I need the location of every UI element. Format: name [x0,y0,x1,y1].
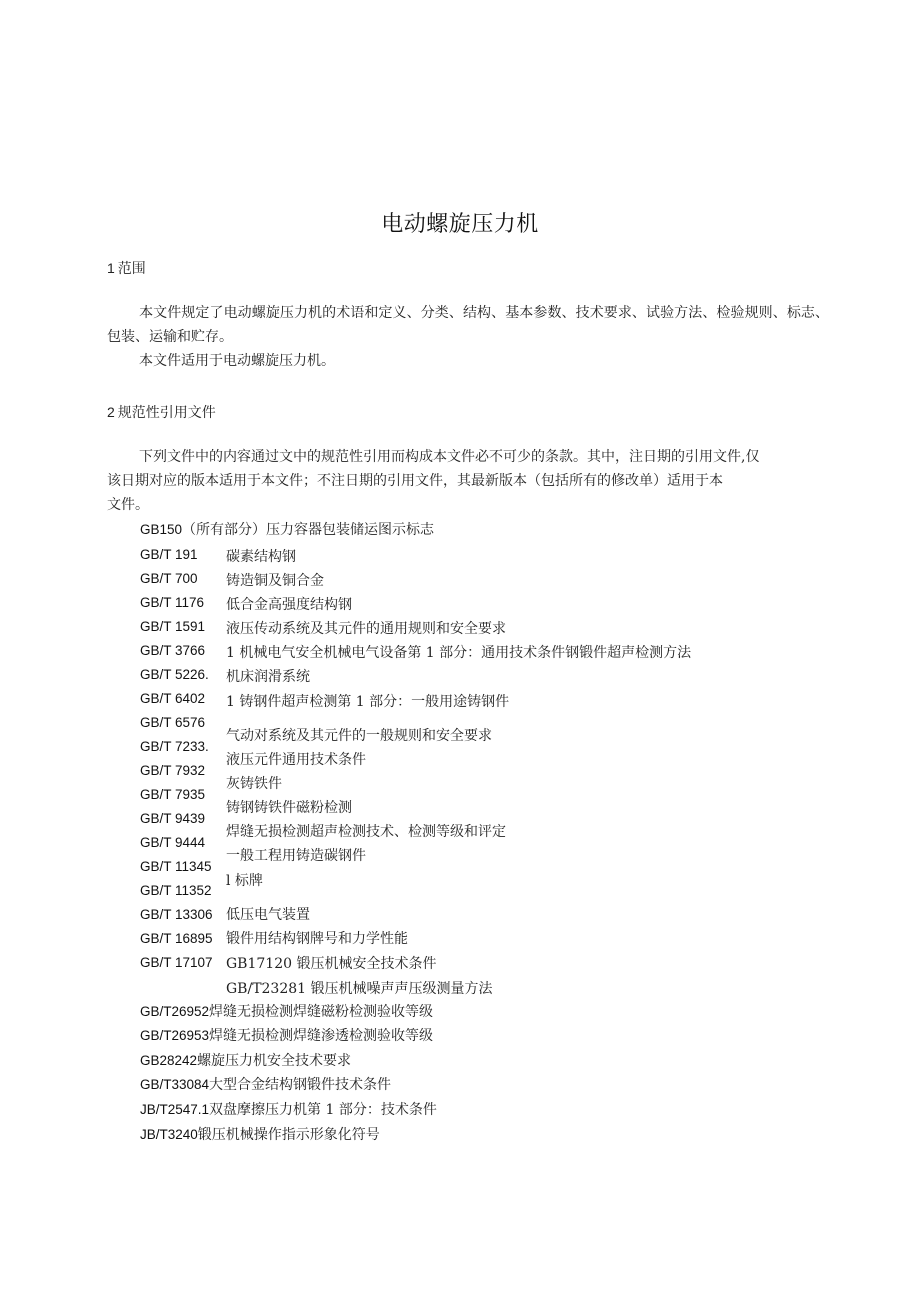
reference-code: GB/T 7233. [140,739,209,754]
reference-gbt33084 [140,1076,391,1094]
section-2-number: 2 [107,404,115,420]
reference-title: 1 机械电气安全机械电气设备第 1 部分：通用技术条件钢锻件超声检测方法 [226,645,692,661]
reference-code: GB/T26953 [140,1028,210,1043]
reference-title: 液压元件通用技术条件 [226,752,366,768]
reference-jbt2547-1 [140,1101,437,1119]
reference-title: 低合金高强度结构钢 [226,597,352,613]
section-2-paragraph-line-1: 下列文件中的内容通过文中的规范性引用而构成本文件必不可少的条款。其中，注日期的引用文件,仅 [139,449,760,465]
reference-gbt26952 [140,1003,433,1021]
section-2-title: 规范性引用文件 [117,405,216,421]
reference-code: JB/T3240 [140,1127,198,1142]
reference-title: GB17120 锻压机械安全技术条件 [226,956,437,972]
reference-title: 机床润滑系统 [226,669,310,685]
reference-title: 焊缝无损检测超声检测技术、检测等级和评定 [226,824,506,840]
section-1-title: 范围 [117,261,146,277]
reference-code: GB/T 13306 [140,907,213,922]
reference-code: GB/T 1176 [140,595,205,610]
reference-code: GB/T 17107 [140,955,213,970]
reference-title: 锻压机械操作指示形象化符号 [197,1127,380,1143]
reference-gb150 [140,521,434,539]
section-1-number: 1 [107,260,115,276]
reference-code: GB/T 11345 [140,859,212,874]
section-1-paragraph-1 [107,301,829,349]
reference-title: 低压电气装置 [226,907,310,923]
document-title: 电动螺旋压力机 [381,212,539,237]
reference-gb28242 [140,1052,351,1070]
reference-gbt26953 [140,1027,433,1045]
reference-title: l 标牌 [226,873,263,889]
reference-code: GB/T 7932 [140,763,206,778]
reference-code: GB/T 6576 [140,715,206,730]
reference-title: 一般工程用铸造碳钢件 [226,848,366,864]
reference-code: GB/T33084 [140,1077,210,1092]
section-1-paragraph-2 [107,349,829,373]
reference-jbt3240 [140,1126,380,1144]
section-1-heading [107,258,146,278]
reference-title: 焊缝无损检测焊缝渗透检测验收等级 [209,1028,434,1044]
reference-title: 双盘摩擦压力机第 1 部分：技术条件 [209,1102,437,1118]
reference-code: GB/T 7935 [140,787,206,802]
section-2-paragraph-line-2: 该日期对应的版本适用于本文件；不注日期的引用文件，其最新版本（包括所有的修改单）适用于本 [107,473,723,489]
reference-code: GB/T 6402 [140,691,206,706]
reference-code: GB/T26952 [140,1004,210,1019]
reference-title: 气动对系统及其元件的一般规则和安全要求 [226,728,492,744]
reference-code: GB/T 9444 [140,835,206,850]
reference-code: GB/T 11352 [140,883,212,898]
reference-code: GB/T 1591 [140,619,206,634]
reference-code: JB/T2547.1 [140,1102,210,1117]
reference-code: GB/T 16895 [140,931,213,946]
section-1-paragraph-2-text: 本文件适用于电动螺旋压力机。 [139,353,335,369]
reference-title: 1 铸钢件超声检测第 1 部分：一般用途铸钢件 [226,694,510,710]
reference-code: GB/T 5226. [140,667,209,682]
reference-code: GB/T 3766 [140,643,206,658]
reference-title: 碳素结构钢 [226,549,296,565]
reference-code: GB/T 191 [140,547,198,562]
reference-title: 大型合金结构钢锻件技术条件 [209,1077,392,1093]
reference-code: GB/T 9439 [140,811,206,826]
section-1-paragraph-1-text: 本文件规定了电动螺旋压力机的术语和定义、分类、结构、基本参数、技术要求、试验方法、检验规则、标志、包装、运输和贮存。 [107,305,829,345]
section-2-heading [107,402,216,422]
reference-title: （所有部分）压力容器包装储运图示标志 [182,522,435,538]
reference-title: 铸钢铸铁件磁粉检测 [226,800,352,816]
section-2-paragraph-line-3: 文件。 [107,497,149,513]
reference-code: GB/T 700 [140,571,198,586]
reference-title: 铸造铜及铜合金 [226,573,324,589]
reference-code: GB28242 [140,1053,198,1068]
reference-title: GB/T23281 锻压机械噪声声压级测量方法 [226,981,493,997]
reference-title: 液压传动系统及其元件的通用规则和安全要求 [226,621,506,637]
reference-code: GB150 [140,522,183,537]
reference-title: 锻件用结构钢牌号和力学性能 [226,931,408,947]
reference-title: 灰铸铁件 [226,776,282,792]
reference-title: 焊缝无损检测焊缝磁粉检测验收等级 [209,1004,434,1020]
reference-title: 螺旋压力机安全技术要求 [197,1053,352,1069]
